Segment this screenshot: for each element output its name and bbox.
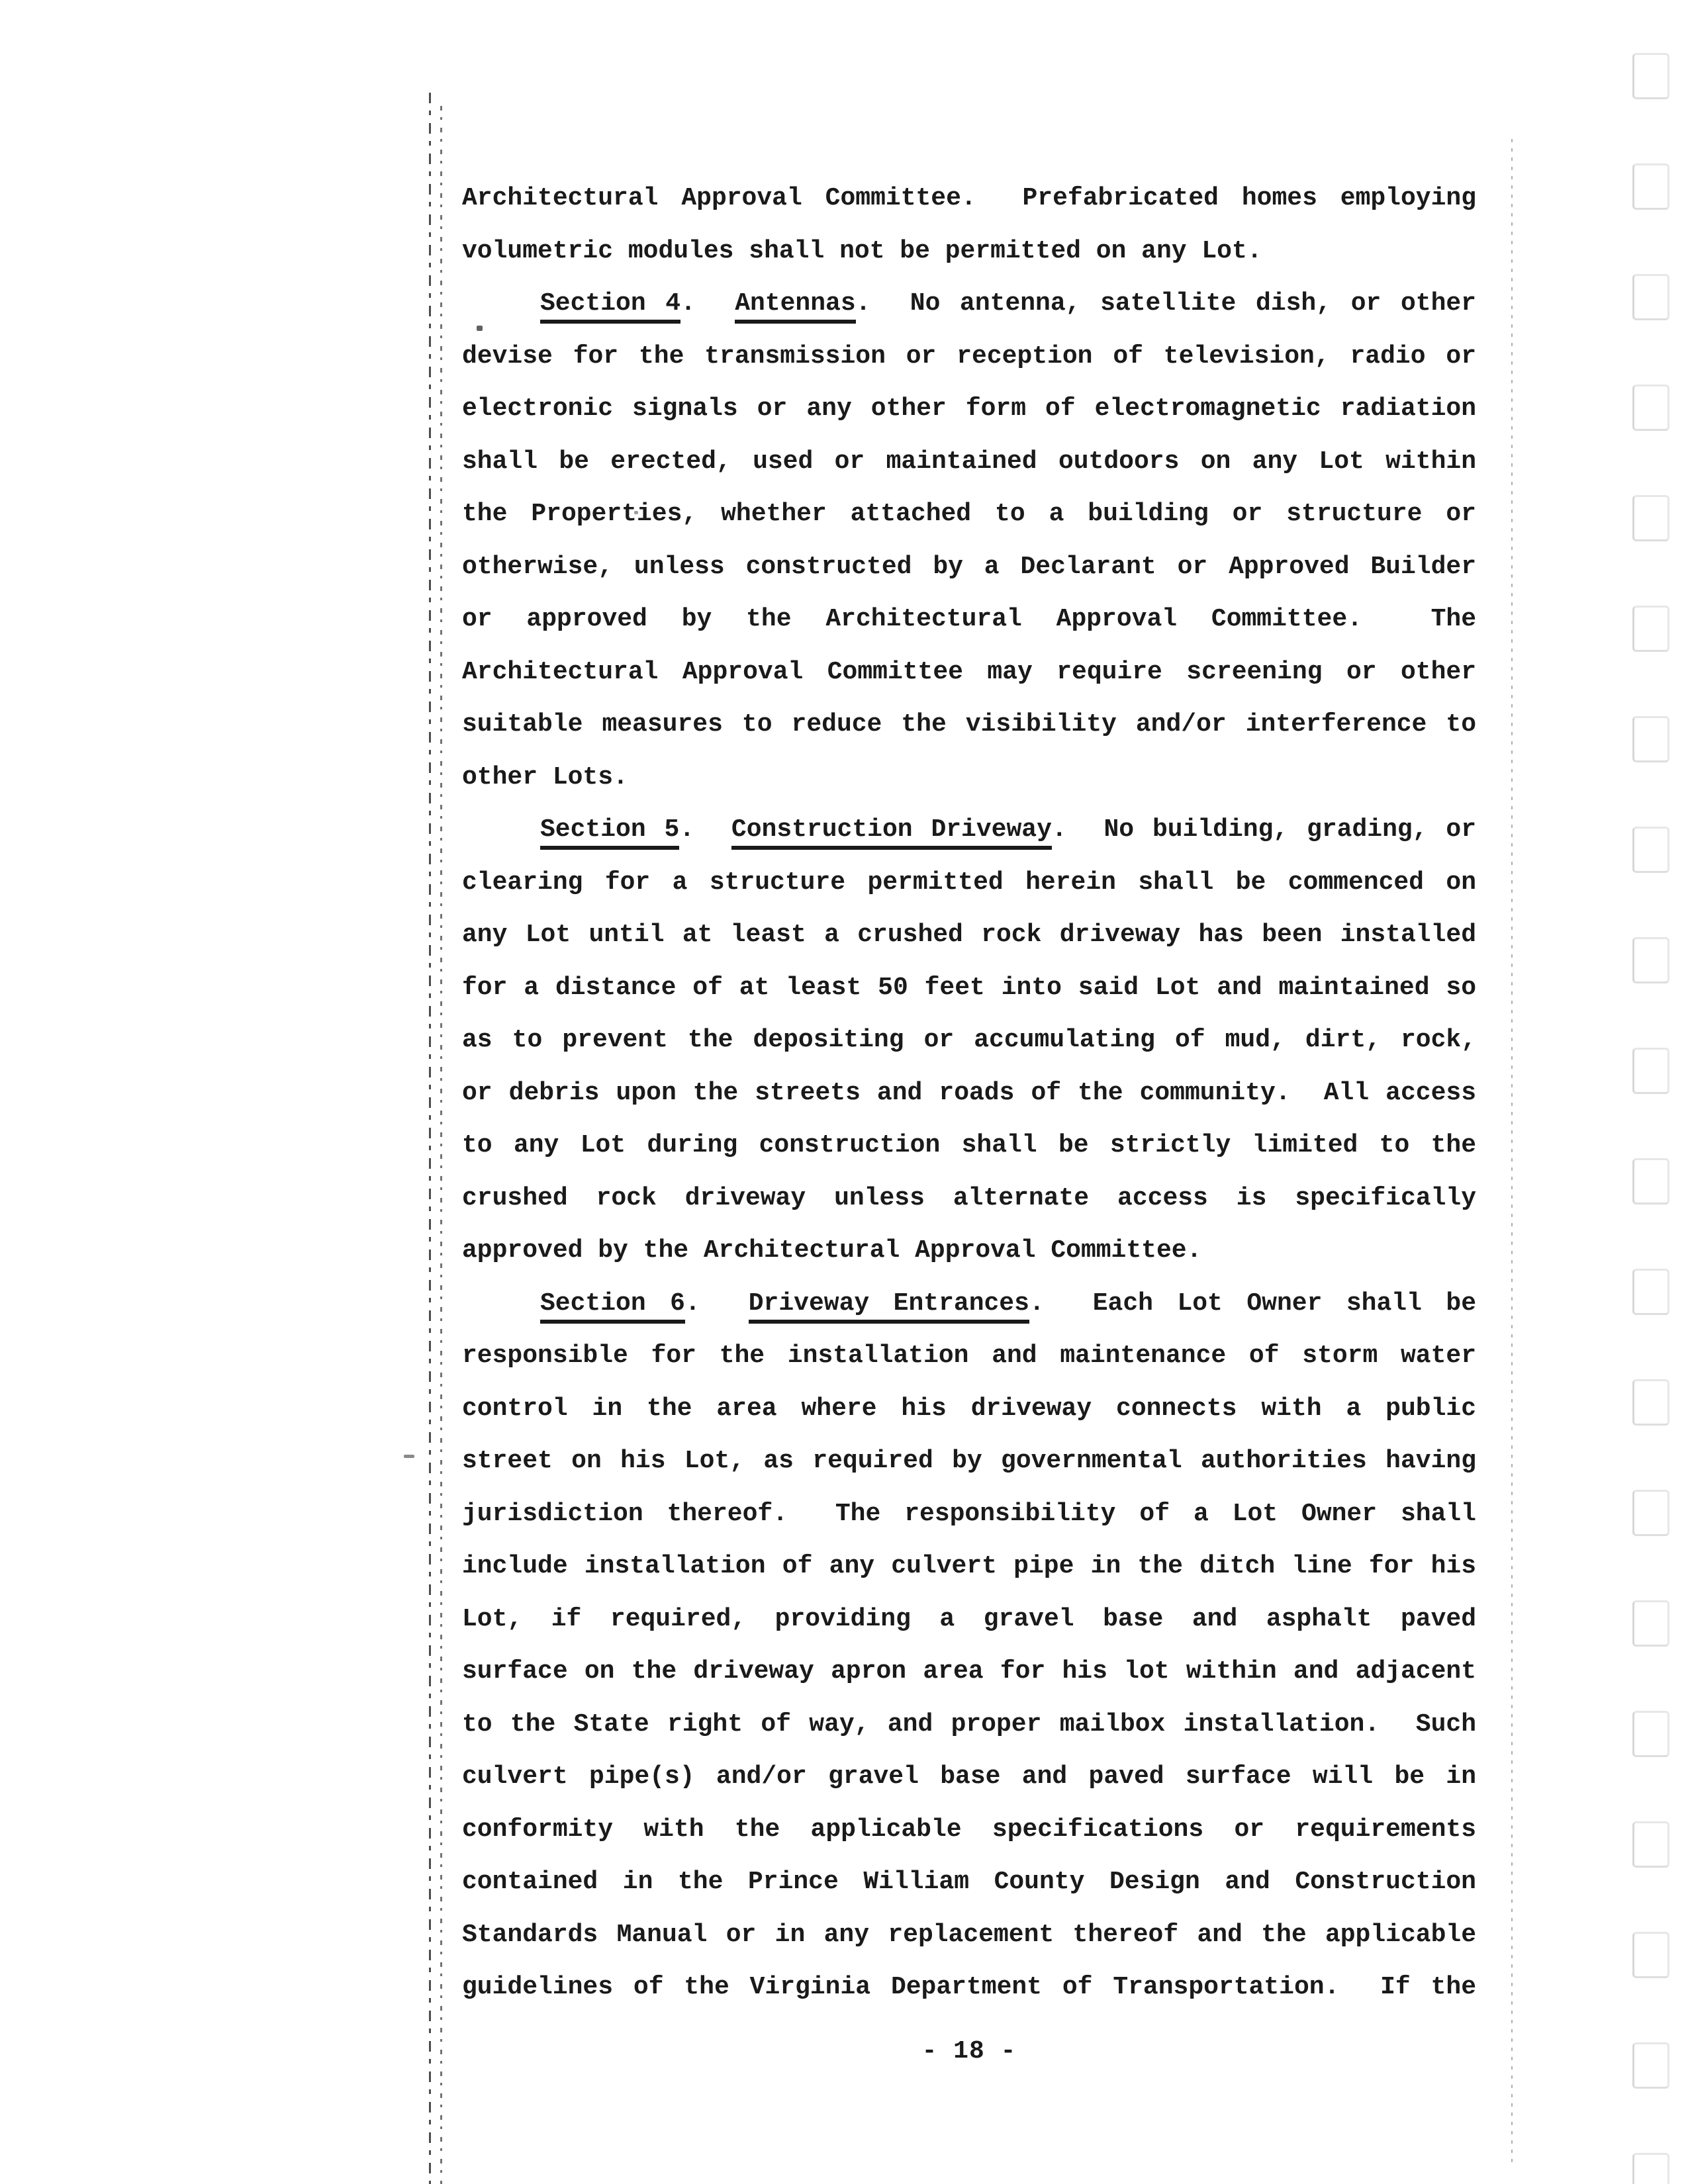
text-run: conformity with the applicable specifications or requirements [462,1815,1476,1844]
text-line [462,751,1476,804]
binder-hole [1632,1821,1669,1868]
text-run: . [684,1289,749,1318]
text-line [462,1067,1476,1120]
binder-hole [1632,163,1669,210]
binder-hole [1632,2042,1669,2089]
text-line [462,856,1476,909]
text-run: to any Lot during construction shall be strictly limited to the [462,1131,1476,1160]
text-run: Standards Manual or in any replacement thereof and the applicable [462,1920,1476,1949]
text-run: Lot, if required, providing a gravel base and asphalt paved [462,1604,1476,1633]
text-line [462,1593,1476,1646]
scan-speck [404,1455,414,1458]
section-heading: Construction Driveway [731,815,1052,850]
text-line [462,1698,1476,1751]
text-line [462,909,1476,962]
binder-hole [1632,1048,1669,1094]
text-line [462,1383,1476,1435]
text-line [462,277,1476,330]
section-heading: Antennas [735,289,855,324]
text-line [462,1856,1476,1909]
text-run: approved by the Architectural Approval Committee. [462,1236,1202,1265]
section-heading: Section 5 [540,815,679,850]
text-line [462,1330,1476,1383]
text-run: . [679,815,731,844]
left-margin-line-inner [440,106,442,2184]
binder-hole [1632,274,1669,320]
binder-hole [1632,1600,1669,1647]
binder-hole [1632,606,1669,652]
text-run: crushed rock driveway unless alternate access is specifically [462,1183,1476,1212]
binder-hole [1632,2153,1669,2184]
text-line [462,172,1476,225]
binder-hole [1632,1158,1669,1205]
text-line [462,1751,1476,1803]
section-heading: Section 6 [540,1289,685,1324]
binder-hole [1632,1490,1669,1536]
text-line [462,646,1476,699]
text-line [462,541,1476,594]
binder-hole [1632,495,1669,541]
text-run: . [680,289,735,318]
binder-hole [1632,716,1669,762]
text-run: suitable measures to reduce the visibility and/or interference to [462,710,1476,739]
binder-hole [1632,1269,1669,1315]
binder-hole [1632,827,1669,873]
document-body [462,172,1476,2014]
text-run: Architectural Approval Committee. Prefabricated homes employing [462,184,1476,212]
text-run: the Properties, whether attached to a building or structure or [462,500,1476,528]
text-line [462,1277,1476,1330]
text-run: or approved by the Architectural Approval Committee. The [462,605,1476,633]
text-line [462,1435,1476,1488]
text-line [462,1488,1476,1541]
page-number: - 18 - [921,2037,1017,2066]
binder-hole [1632,937,1669,983]
text-line [462,1645,1476,1698]
text-run: control in the area where his driveway connects with a public [462,1394,1476,1423]
text-line [462,1224,1476,1277]
text-line [462,1961,1476,2014]
text-run: culvert pipe(s) and/or gravel base and paved surface will be in [462,1762,1476,1791]
text-run: volumetric modules shall not be permitted on any Lot. [462,236,1262,265]
section-heading: Driveway Entrances [749,1289,1029,1324]
text-run: otherwise, unless constructed by a Declarant or Approved Builder [462,552,1476,581]
text-run: contained in the Prince William County Design and Construction [462,1868,1476,1896]
text-line [462,803,1476,856]
binder-hole [1632,1711,1669,1757]
text-line [462,225,1476,278]
section-heading: Section 4 [540,289,680,324]
text-run: or debris upon the streets and roads of the community. All access [462,1078,1476,1107]
text-run: surface on the driveway apron area for his lot within and adjacent [462,1657,1476,1686]
text-run: jurisdiction thereof. The responsibility of a Lot Owner shall [462,1499,1476,1528]
text-run: . No building, grading, or [1051,815,1476,844]
binder-hole [1632,1932,1669,1978]
text-run: as to prevent the depositing or accumulating of mud, dirt, rock, [462,1026,1476,1054]
text-line [462,1540,1476,1593]
text-run: responsible for the installation and maintenance of storm water [462,1342,1476,1370]
binder-hole [1632,1379,1669,1426]
text-run: Architectural Approval Committee may require screening or other [462,657,1476,686]
text-run: guidelines of the Virginia Department of Transportation. If the [462,1973,1476,2001]
right-margin-line [1511,139,1513,2164]
text-line [462,698,1476,751]
text-run: other Lots. [462,762,628,792]
text-line [462,383,1476,435]
text-line [462,1172,1476,1225]
text-run: . Each Lot Owner shall be [1029,1289,1476,1318]
text-run: devise for the transmission or reception of television, radio or [462,341,1476,371]
text-run: shall be erected, used or maintained outdoors on any Lot within [462,447,1476,476]
text-line [462,1119,1476,1172]
text-run: include installation of any culvert pipe in the ditch line for his [462,1552,1476,1580]
binder-hole [1632,53,1669,99]
text-run: street on his Lot, as required by governmental authorities having [462,1447,1476,1475]
binder-hole [1632,385,1669,431]
left-margin-line-outer [429,93,431,2184]
text-run: any Lot until at least a crushed rock driveway has been installed [462,921,1476,949]
text-run: electronic signals or any other form of electromagnetic radiation [462,394,1476,423]
text-run: for a distance of at least 50 feet into said Lot and maintained so [462,973,1476,1002]
text-line [462,1803,1476,1856]
text-line [462,962,1476,1015]
text-line [462,330,1476,383]
text-run: clearing for a structure permitted herein shall be commenced on [462,868,1476,897]
text-line [462,435,1476,488]
text-line [462,1909,1476,1962]
text-run: . No antenna, satellite dish, or other [855,289,1476,318]
text-line [462,593,1476,646]
text-run: to the State right of way, and proper mailbox installation. Such [462,1709,1476,1739]
text-line [462,488,1476,541]
text-line [462,1014,1476,1067]
